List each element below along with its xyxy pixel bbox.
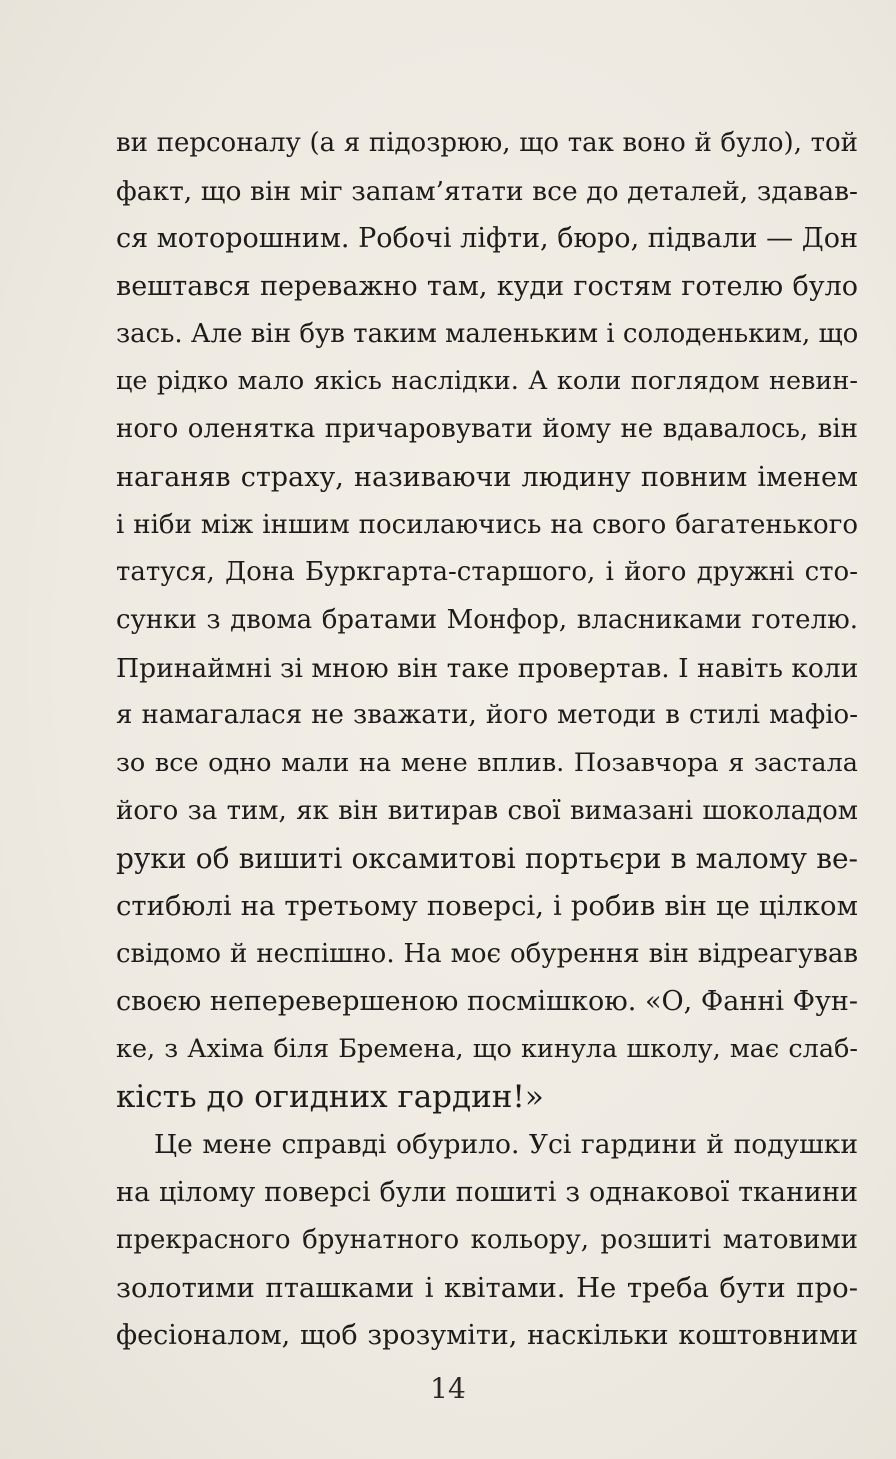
text-line: на цілому поверсі були пошиті з однакової тканини <box>116 1177 858 1209</box>
text-line: прекрасного брунатного кольору, розшиті матовими <box>116 1224 858 1255</box>
paragraph-2 <box>116 1121 858 1359</box>
text-line: ся моторошним. Робочі ліфти, бюро, підвали — Дон <box>116 223 858 255</box>
text-line: зо все одно мали на мене вплив. Позавчора я застала <box>116 747 858 778</box>
body-text <box>116 120 858 1360</box>
text-line: наганяв страху, називаючи людину повним іменем <box>116 461 858 493</box>
text-line: Принаймні зі мною він таке провертав. І навіть коли <box>116 652 858 684</box>
text-line: кість до огидних гардин!» <box>116 1078 544 1115</box>
text-line: ви персоналу (а я підозрюю, що так воно й було), той <box>116 128 858 158</box>
text-line: золотими пташками і квітами. Не треба бути про- <box>116 1271 858 1304</box>
text-line: сунки з двома братами Монфор, власниками готелю. <box>116 604 858 635</box>
text-line: татуся, Дона Буркгарта-старшого, і його дружні сто- <box>116 557 858 588</box>
paragraph-1 <box>116 120 858 1121</box>
text-line: це рідко мало якісь наслідки. А коли поглядом невин- <box>116 366 858 397</box>
text-line: факт, що він міг запам’ятати все до деталей, здавав- <box>116 175 858 207</box>
text-line: зась. Але він був таким маленьким і солоденьким, що <box>116 318 858 349</box>
text-line: руки об вишиті оксамитові портьєри в малому ве- <box>116 842 858 876</box>
text-line: фесіоналом, щоб зрозуміти, наскільки коштовними <box>116 1320 858 1352</box>
text-line: ке, з Ахіма біля Бремена, що кинула школу, має слаб- <box>116 1034 858 1065</box>
text-line: його за тим, як він витирав свої вимазані шоколадом <box>116 795 858 826</box>
text-line: ного оленятка причаровувати йому не вдавалось, він <box>116 414 858 445</box>
text-line: вештався переважно там, куди гостям готелю було <box>116 271 858 303</box>
text-line: своєю неперевершеною посмішкою. «О, Фанні Фун- <box>116 986 858 1018</box>
text-line: стибюлі на третьому поверсі, і робив він це цілком <box>116 890 858 922</box>
text-line: я намагалася не зважати, його методи в стилі мафіо- <box>116 700 858 731</box>
text-line: Це мене справді обурило. Усі гардини й подушки <box>154 1129 858 1161</box>
page-number: 14 <box>430 1372 466 1405</box>
text-line: і ніби між іншим посилаючись на свого багатенького <box>116 509 858 540</box>
text-line: свідомо й неспішно. На моє обурення він відреагував <box>116 938 858 969</box>
